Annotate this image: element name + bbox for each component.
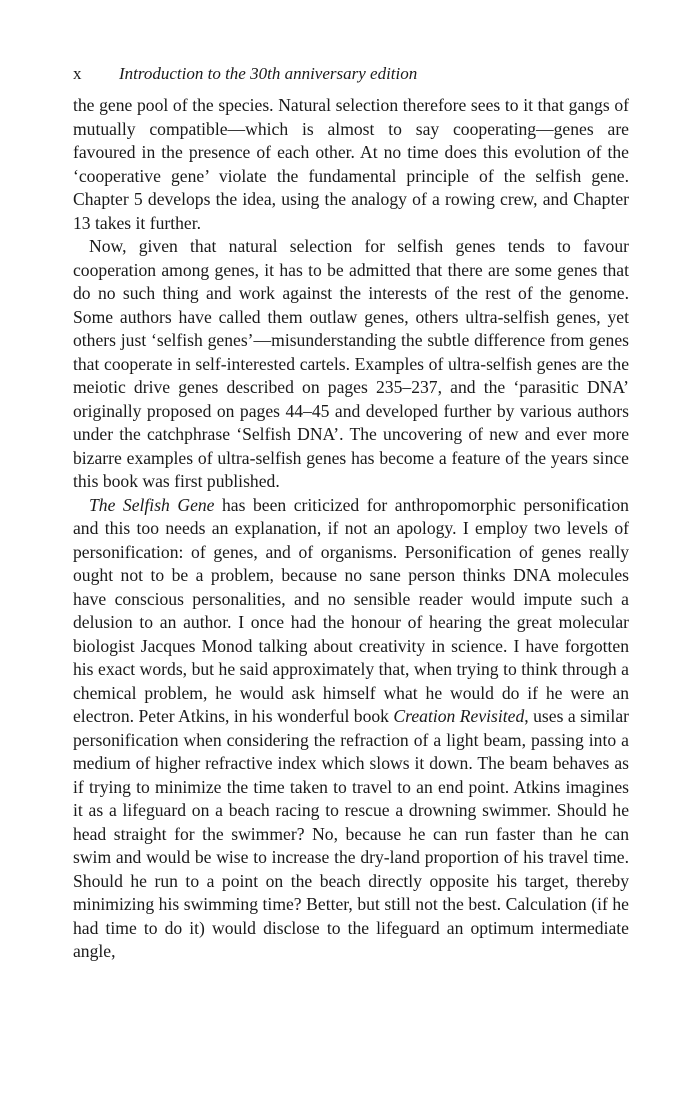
- paragraph-1: [73, 94, 629, 235]
- page-number: x: [73, 64, 82, 83]
- running-head-title: Introduction to the 30th anniversary edition: [119, 64, 418, 83]
- book-page: [73, 64, 629, 964]
- paragraph-3: [73, 494, 629, 964]
- paragraph-3-text-a: has been criticized for anthropomorphic personification and this too needs an explanation, if not an apology. I employ two levels of personification: of genes, and of organisms. Personification of genes really ought not to be a problem, because no sane person thinks DNA molecules have conscious personalities, and no sensible reader would impute such a delusion to an author. I once had the honour of hearing the great molecular biologist Jacques Monod talking about creativity in science. I have forgotten his exact words, but he said approximately that, when trying to think through a chemical problem, he would ask himself what he would do if he were an electron. Peter Atkins, in his wonderful book: [73, 494, 629, 726]
- body-text: [73, 94, 629, 964]
- paragraph-1-text: the gene pool of the species. Natural selection therefore sees to it that gangs of mutually compatible—which is almost to say cooperating—genes are favoured in the presence of each other. At no time does this evolution of the ‘cooperative gene’ violate the fundamental principle of the selfish gene. Chapter 5 develops the idea, using the analogy of a rowing crew, and Chapter 13 takes it further.: [73, 95, 629, 233]
- running-head: [73, 64, 629, 94]
- paragraph-2-text: Now, given that natural selection for selfish genes tends to favour cooperation among genes, it has to be admitted that there are some genes that do no such thing and work against the interests of the rest of the genome. Some authors have called them outlaw genes, others ultra-selfish genes, yet others just ‘selfish genes’—misunderstanding the subtle difference from genes that cooperate in self-interested cartels. Examples of ultra-selfish genes are the meiotic drive genes described on pages 235–237, and the ‘parasitic DNA’ originally proposed on pages 44–45 and developed further by various authors under the catchphrase ‘Selfish DNA’. The uncovering of new and ever more bizarre examples of ultra-selfish genes has become a feature of the years since this book was first published.: [73, 236, 629, 491]
- paragraph-2: [73, 235, 629, 494]
- book-title-selfish-gene: The Selfish Gene: [89, 494, 215, 515]
- book-title-creation-revisited: Creation Revisited: [393, 706, 525, 726]
- paragraph-3-text-b: , uses a similar personification when considering the refraction of a light beam, passing into a medium of higher refractive index which slows it down. The beam behaves as if trying to minimize the time taken to travel to an end point. Atkins imagines it as a lifeguard on a beach racing to rescue a drowning swimmer. Should he head straight for the swimmer? No, because he can run faster than he can swim and would be wise to increase the dry-land proportion of his travel time. Should he run to a point on the beach directly opposite his target, thereby minimizing his swimming time? Better, but still not the best. Calculation (if he had time to do it) would disclose to the lifeguard an optimum intermediate angle,: [73, 706, 629, 961]
